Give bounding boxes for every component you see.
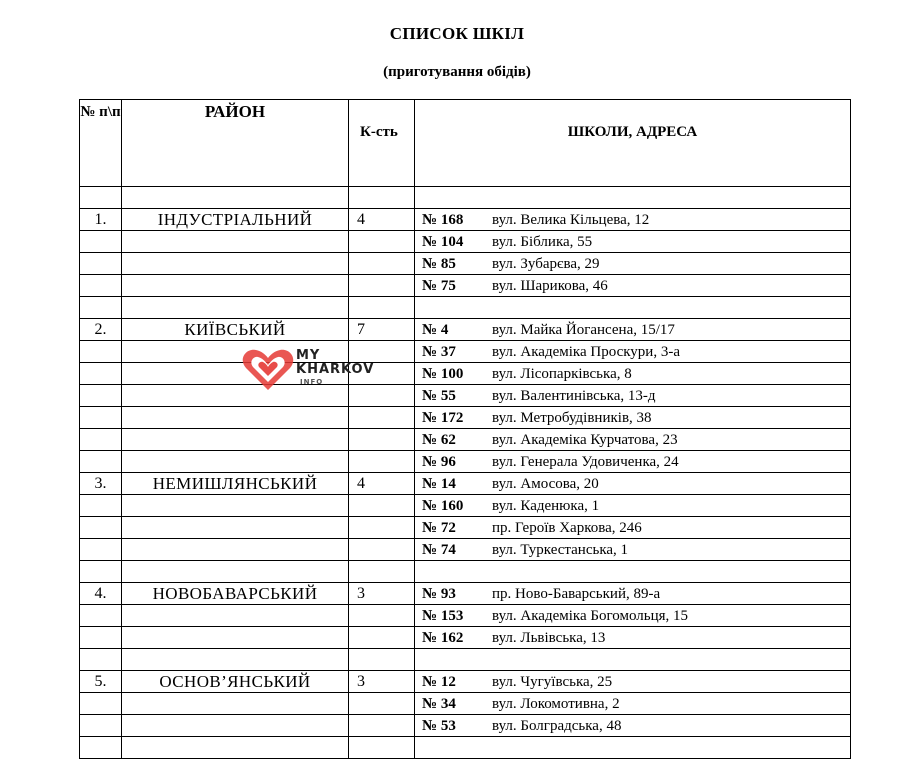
empty-cell: [80, 649, 122, 671]
empty-cell: [122, 275, 349, 297]
district-number: 2.: [80, 319, 122, 341]
table-body: [80, 187, 851, 759]
empty-cell: [415, 737, 851, 759]
spacer-row: [80, 649, 851, 671]
empty-cell: [122, 649, 349, 671]
school-entry: [415, 341, 851, 363]
table-row: [80, 605, 851, 627]
empty-cell: [349, 737, 415, 759]
school-entry: [415, 253, 851, 275]
empty-cell: [80, 363, 122, 385]
school-count: 7: [349, 319, 415, 341]
spacer-row: [80, 297, 851, 319]
empty-cell: [122, 605, 349, 627]
school-number: № 12: [422, 673, 456, 690]
table-row: [80, 539, 851, 561]
empty-cell: [80, 737, 122, 759]
watermark-logo: [240, 346, 374, 394]
school-number: № 172: [422, 409, 464, 426]
school-number: № 93: [422, 585, 456, 602]
table-row: [80, 451, 851, 473]
empty-cell: [80, 451, 122, 473]
school-address: вул. Львівська, 13: [492, 629, 606, 646]
school-number: № 85: [422, 255, 456, 272]
school-number: № 100: [422, 365, 464, 382]
school-address: вул. Метробудівників, 38: [492, 409, 652, 426]
spacer-row: [80, 561, 851, 583]
school-address: вул. Майка Йогансена, 15/17: [492, 321, 675, 338]
empty-cell: [122, 627, 349, 649]
district-name: КИЇВСЬКИЙ: [122, 319, 349, 341]
empty-cell: [349, 605, 415, 627]
table-row: [80, 209, 851, 231]
document-subtitle: (приготування обідів): [383, 64, 531, 80]
empty-cell: [80, 385, 122, 407]
school-entry: [415, 275, 851, 297]
school-number: № 160: [422, 497, 464, 514]
empty-cell: [80, 187, 122, 209]
heart-logo-icon: [240, 346, 296, 394]
school-address: вул. Академіка Проскури, 3-а: [492, 343, 680, 360]
school-number: № 168: [422, 211, 464, 228]
school-address: вул. Велика Кільцева, 12: [492, 211, 650, 228]
school-count: 3: [349, 583, 415, 605]
empty-cell: [349, 627, 415, 649]
school-address: вул. Лісопарківська, 8: [492, 365, 632, 382]
empty-cell: [80, 253, 122, 275]
school-number: № 72: [422, 519, 456, 536]
watermark-line1: MY: [296, 348, 321, 363]
empty-cell: [80, 605, 122, 627]
school-entry: [415, 319, 851, 341]
school-entry: [415, 605, 851, 627]
empty-cell: [80, 341, 122, 363]
empty-cell: [349, 297, 415, 319]
school-entry: [415, 231, 851, 253]
spacer-row: [80, 187, 851, 209]
table-row: [80, 473, 851, 495]
school-entry: [415, 473, 851, 495]
school-address: вул. Шарикова, 46: [492, 277, 608, 294]
school-address: вул. Зубарєва, 29: [492, 255, 600, 272]
empty-cell: [349, 715, 415, 737]
table-row: [80, 627, 851, 649]
empty-cell: [80, 693, 122, 715]
table-row: [80, 407, 851, 429]
school-number: № 153: [422, 607, 464, 624]
header-district: РАЙОН: [122, 100, 349, 187]
empty-cell: [122, 539, 349, 561]
empty-cell: [80, 715, 122, 737]
school-entry: [415, 407, 851, 429]
school-address: вул. Чугуївська, 25: [492, 673, 613, 690]
table-row: [80, 693, 851, 715]
empty-cell: [122, 187, 349, 209]
empty-cell: [122, 495, 349, 517]
empty-cell: [415, 649, 851, 671]
school-entry: [415, 539, 851, 561]
school-address: вул. Академіка Богомольця, 15: [492, 607, 689, 624]
watermark-line2: KHARKOV: [296, 362, 375, 377]
school-address: вул. Біблика, 55: [492, 233, 593, 250]
empty-cell: [122, 253, 349, 275]
empty-cell: [122, 429, 349, 451]
school-number: № 96: [422, 453, 456, 470]
empty-cell: [349, 253, 415, 275]
school-entry: [415, 495, 851, 517]
school-number: № 53: [422, 717, 456, 734]
school-address: пр. Ново-Баварський, 89-а: [492, 585, 661, 602]
empty-cell: [80, 517, 122, 539]
school-entry: [415, 583, 851, 605]
empty-cell: [122, 517, 349, 539]
table-row: [80, 253, 851, 275]
school-number: № 34: [422, 695, 456, 712]
school-number: № 104: [422, 233, 464, 250]
district-name: НОВОБАВАРСЬКИЙ: [122, 583, 349, 605]
watermark-line3: INFO: [300, 378, 324, 386]
school-number: № 14: [422, 475, 456, 492]
schools-table: [79, 99, 851, 759]
empty-cell: [122, 297, 349, 319]
school-number: № 4: [422, 321, 449, 338]
school-address: вул. Амосова, 20: [492, 475, 599, 492]
empty-cell: [415, 561, 851, 583]
district-name: НЕМИШЛЯНСЬКИЙ: [122, 473, 349, 495]
school-count: 4: [349, 209, 415, 231]
empty-cell: [415, 187, 851, 209]
school-address: вул. Генерала Удовиченка, 24: [492, 453, 679, 470]
document-title: СПИСОК ШКІЛ: [389, 24, 525, 43]
header-count: К-сть: [349, 100, 415, 187]
school-entry: [415, 385, 851, 407]
school-number: № 75: [422, 277, 456, 294]
school-entry: [415, 363, 851, 385]
empty-cell: [349, 231, 415, 253]
table-header-row: [80, 100, 851, 187]
school-number: № 37: [422, 343, 456, 360]
school-address: вул. Болградська, 48: [492, 717, 622, 734]
empty-cell: [122, 231, 349, 253]
empty-cell: [122, 715, 349, 737]
empty-cell: [80, 495, 122, 517]
empty-cell: [122, 693, 349, 715]
empty-cell: [349, 429, 415, 451]
empty-cell: [349, 561, 415, 583]
empty-cell: [415, 297, 851, 319]
table-row: [80, 363, 851, 385]
district-name: ІНДУСТРІАЛЬНИЙ: [122, 209, 349, 231]
table-row: [80, 715, 851, 737]
empty-cell: [80, 231, 122, 253]
school-count: 4: [349, 473, 415, 495]
empty-cell: [80, 539, 122, 561]
table-row: [80, 231, 851, 253]
table-row: [80, 495, 851, 517]
school-address: вул. Локомотивна, 2: [492, 695, 620, 712]
school-address: вул. Каденюка, 1: [492, 497, 600, 514]
empty-cell: [349, 407, 415, 429]
school-entry: [415, 715, 851, 737]
empty-cell: [349, 495, 415, 517]
school-entry: [415, 517, 851, 539]
table-row: [80, 517, 851, 539]
table-row: [80, 275, 851, 297]
empty-cell: [122, 737, 349, 759]
empty-cell: [122, 561, 349, 583]
district-number: 4.: [80, 583, 122, 605]
empty-cell: [349, 451, 415, 473]
school-address: вул. Валентинівська, 13-д: [492, 387, 656, 404]
school-address: вул. Туркестанська, 1: [492, 541, 629, 558]
school-number: № 55: [422, 387, 456, 404]
empty-cell: [122, 407, 349, 429]
district-number: 5.: [80, 671, 122, 693]
header-num: № п\п: [80, 100, 122, 187]
school-number: № 162: [422, 629, 464, 646]
district-number: 3.: [80, 473, 122, 495]
empty-cell: [349, 517, 415, 539]
table-row: [80, 319, 851, 341]
table-row: [80, 385, 851, 407]
empty-cell: [80, 561, 122, 583]
school-entry: [415, 627, 851, 649]
table-row: [80, 429, 851, 451]
table-row: [80, 671, 851, 693]
empty-cell: [80, 297, 122, 319]
school-number: № 74: [422, 541, 456, 558]
empty-cell: [80, 627, 122, 649]
school-number: № 62: [422, 431, 456, 448]
table-row: [80, 341, 851, 363]
school-count: 3: [349, 671, 415, 693]
empty-cell: [80, 275, 122, 297]
empty-cell: [349, 693, 415, 715]
district-number: 1.: [80, 209, 122, 231]
school-address: вул. Академіка Курчатова, 23: [492, 431, 678, 448]
district-name: ОСНОВ’ЯНСЬКИЙ: [122, 671, 349, 693]
empty-cell: [349, 649, 415, 671]
empty-cell: [80, 429, 122, 451]
empty-cell: [122, 451, 349, 473]
school-entry: [415, 693, 851, 715]
empty-cell: [349, 275, 415, 297]
school-entry: [415, 451, 851, 473]
school-entry: [415, 671, 851, 693]
empty-cell: [349, 539, 415, 561]
school-entry: [415, 429, 851, 451]
school-entry: [415, 209, 851, 231]
table-row: [80, 583, 851, 605]
empty-cell: [80, 407, 122, 429]
spacer-row: [80, 737, 851, 759]
school-address: пр. Героїв Харкова, 246: [492, 519, 642, 536]
empty-cell: [349, 187, 415, 209]
header-schools: ШКОЛИ, АДРЕСА: [415, 100, 851, 187]
